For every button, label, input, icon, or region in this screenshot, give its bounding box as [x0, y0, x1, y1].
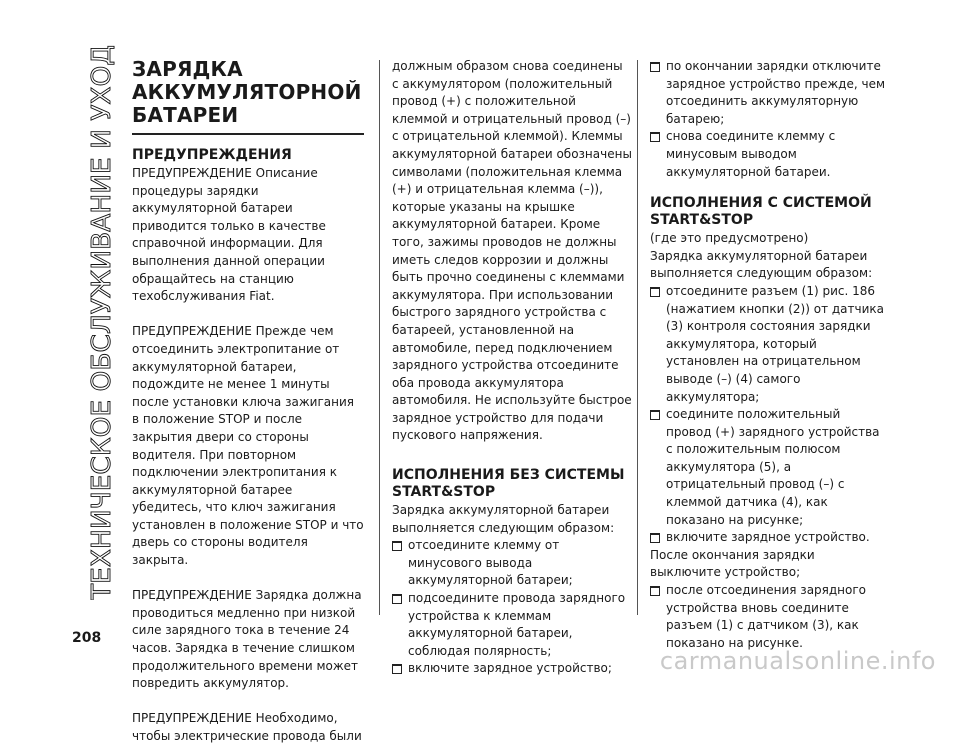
section-title: [132, 58, 364, 127]
title-underline: [132, 133, 364, 135]
list-item-text: после отсоединения зарядного устройства вновь соедините разъем (1) с датчиком (3), как показано на рисунке.: [666, 583, 867, 650]
list-item-text: отсоедините клемму от минусового вывода аккумуляторной батареи;: [408, 538, 573, 588]
warnings-heading: ПРЕДУПРЕЖДЕНИЯ: [132, 147, 292, 163]
no-start-stop-intro: Зарядка аккумуляторной батареи выполняется следующим образом:: [392, 503, 615, 535]
list-item-text: подсоедините провода зарядного устройства к клеммам аккумуляторной батареи, соблюдая полярность;: [408, 591, 626, 658]
column-3: [650, 58, 886, 652]
checkbox-bullet-icon: [392, 594, 402, 604]
no-start-stop-heading-line-2: START&STOP: [392, 484, 496, 501]
warning-paragraph-3: ПРЕДУПРЕЖДЕНИЕ Зарядка должна проводиться медленно при низкой силе зарядного тока в течение 24 часов. Зарядка в течение слишком продолжительного времени может повредить аккумулятор.: [132, 588, 362, 691]
checkbox-bullet-icon: [392, 541, 402, 551]
warning-paragraph-1: ПРЕДУПРЕЖДЕНИЕ Описание процедуры зарядки аккумуляторной батареи приводится только в качестве справочной информации. Для выполнения данной операции обращайтесь на станцию техобслуживания Fiat.: [132, 166, 326, 304]
list-item: [650, 128, 886, 181]
list-item: [650, 529, 886, 547]
warning-paragraph-4: ПРЕДУПРЕЖДЕНИЕ Необходимо, чтобы электрические провода были: [132, 711, 362, 743]
list-item: [650, 283, 886, 406]
watermark: carmanualsonline.info: [659, 647, 936, 675]
list-item-text: снова соедините клемму с минусовым выводом аккумуляторной батареи.: [666, 129, 836, 179]
checkbox-bullet-icon: [650, 287, 660, 297]
list-item: [392, 660, 632, 678]
start-stop-heading-line-1: ИСПОЛНЕНИЯ С СИСТЕМОЙ: [650, 195, 872, 212]
section-title-line-2: АККУМУЛЯТОРНОЙ: [132, 80, 362, 104]
checkbox-bullet-icon: [650, 132, 660, 142]
checkbox-bullet-icon: [650, 586, 660, 596]
checkbox-bullet-icon: [392, 664, 402, 674]
start-stop-intro: Зарядка аккумуляторной батареи выполняется следующим образом:: [650, 248, 873, 281]
after-charging-paragraph: После окончания зарядки выключите устройство;: [650, 547, 815, 580]
continued-warning-paragraph: должным образом снова соединены с аккумулятором (положительный провод (+) с положительной клеммой и отрицательный провод (–) с отрицательной клеммой). Клеммы аккумуляторной батареи обозначены символами (положительная клемма (+) и отрицательная клемма (–)), которые указаны на крышке аккумуляторной батареи. Кроме того, зажимы проводов не должны иметь следов коррозии и должны быть прочно соединены с клеммами аккумулятора. При использовании быстрого зарядного устройства с батареей, установленной на автомобиле, перед подключением зарядного устройства отсоедините оба провода аккумулятора автомобиля. Не используйте быстрое зарядное устройство для подачи пускового напряжения.: [392, 59, 632, 443]
column-2: [392, 58, 632, 678]
list-item: [650, 58, 886, 128]
checkbox-bullet-icon: [650, 62, 660, 72]
warning-paragraph-2: ПРЕДУПРЕЖДЕНИЕ Прежде чем отсоединить электропитание от аккумуляторной батареи, подождите не менее 1 минуты после установки ключа зажигания в положение STOP и после закрытия двери со стороны водителя. При повторном подключении электропитания к аккумуляторной батарее убедитесь, что ключ зажигания установлен в положение STOP и что дверь со стороны водителя закрыта.: [132, 324, 364, 568]
section-title-line-3: БАТАРЕИ: [132, 103, 239, 127]
checkbox-bullet-icon: [650, 533, 660, 543]
side-section-title-text: ТЕХНИЧЕСКОЕ ОБСЛУЖИВАНИЕ И УХОД: [87, 54, 117, 600]
side-section-title-svg: [38, 40, 138, 600]
page-number: 208: [72, 630, 102, 646]
list-item-text: включите зарядное устройство;: [408, 661, 612, 676]
list-item: [392, 590, 632, 660]
list-item: [392, 537, 632, 590]
start-stop-heading-line-2: START&STOP: [650, 212, 754, 229]
list-item-text: отсоедините разъем (1) рис. 186 (нажатием кнопки (2)) от датчика (3) контроля состояния зарядки аккумулятора, который установлен на отрицательном выводе (–) (4) самого аккумулятора;: [666, 283, 884, 404]
column-divider-1: [379, 60, 380, 615]
no-start-stop-heading: [392, 467, 632, 501]
column-divider-2: [637, 60, 638, 615]
list-item-text: по окончании зарядки отключите зарядное устройство прежде, чем отсоединить аккумуляторную батарею;: [666, 59, 886, 126]
start-stop-note: (где это предусмотрено): [650, 231, 809, 246]
list-item: [650, 406, 886, 529]
checkbox-bullet-icon: [650, 410, 660, 420]
start-stop-heading: [650, 195, 886, 229]
list-item: [650, 582, 886, 652]
list-item-text: соедините положительный провод (+) зарядного устройства с положительным полюсом аккумулятора (5), а отрицательный провод (–) с клеммой датчика (4), как показано на рисунке;: [666, 407, 880, 527]
column-1: [132, 58, 364, 746]
no-start-stop-heading-line-1: ИСПОЛНЕНИЯ БЕЗ СИСТЕМЫ: [392, 467, 625, 484]
list-item-text: включите зарядное устройство.: [666, 530, 870, 545]
side-section-title: [38, 40, 138, 600]
section-title-line-1: ЗАРЯДКА: [132, 57, 243, 81]
